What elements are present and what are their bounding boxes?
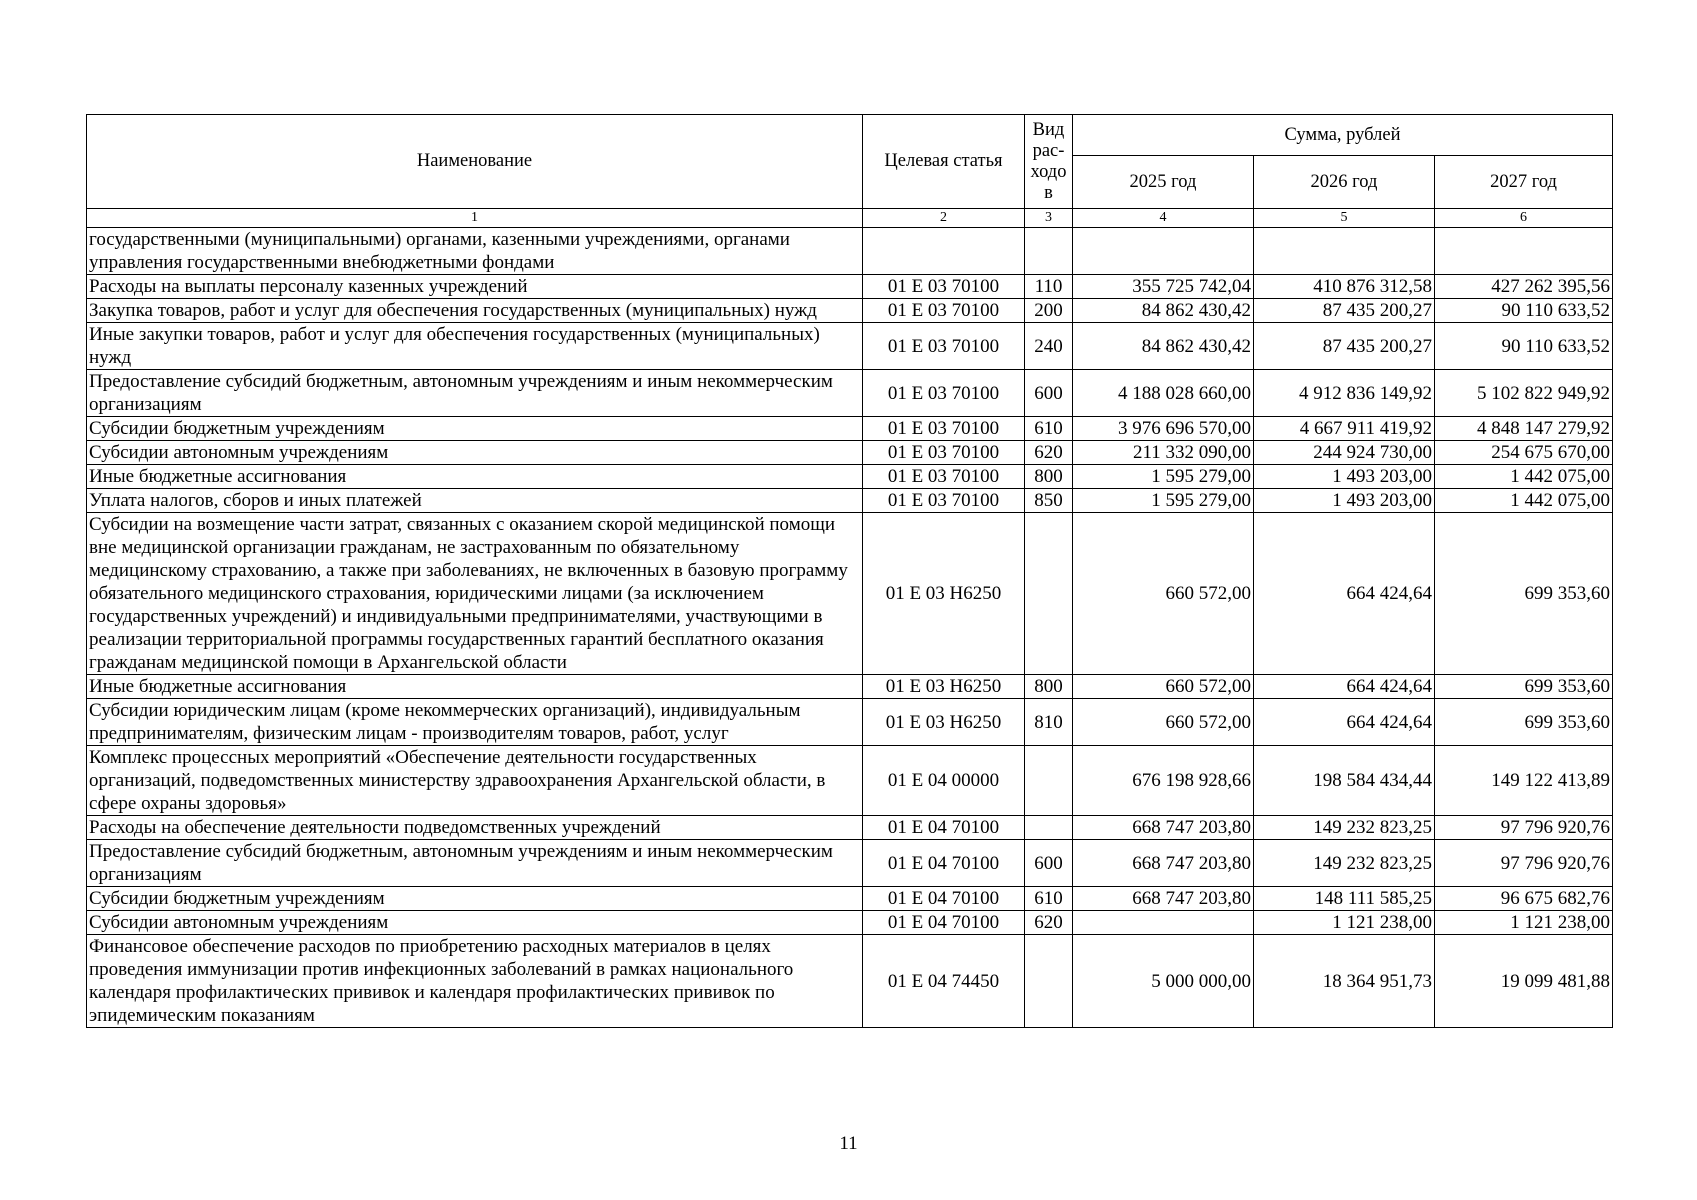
row-expense-kind: 600 [1025,370,1073,417]
row-amount-2025: 5 000 000,00 [1073,935,1254,1028]
row-amount-2027: 96 675 682,76 [1435,887,1613,911]
header-sum: Сумма, рублей [1073,115,1613,156]
row-amount-2025: 84 862 430,42 [1073,323,1254,370]
row-target-article: 01 Е 03 70100 [863,299,1025,323]
row-amount-2026: 148 111 585,25 [1254,887,1435,911]
row-expense-kind [1025,935,1073,1028]
budget-table [86,114,1613,1028]
row-amount-2027: 254 675 670,00 [1435,441,1613,465]
row-amount-2025: 660 572,00 [1073,675,1254,699]
row-amount-2027: 90 110 633,52 [1435,299,1613,323]
row-name: Субсидии бюджетным учреждениям [87,887,863,911]
row-amount-2025: 668 747 203,80 [1073,887,1254,911]
row-amount-2025: 84 862 430,42 [1073,299,1254,323]
row-name: Финансовое обеспечение расходов по приобретению расходных материалов в целях проведения иммунизации против инфекционных заболеваний в рамках национального календаря профилактических прививок и календаря профилактических прививок по эпидемическим показаниям [87,935,863,1028]
row-amount-2025: 1 595 279,00 [1073,465,1254,489]
row-amount-2025: 676 198 928,66 [1073,746,1254,816]
row-amount-2026: 87 435 200,27 [1254,323,1435,370]
row-amount-2027: 5 102 822 949,92 [1435,370,1613,417]
header-kind: Вид рас-ходов [1025,115,1073,209]
row-target-article: 01 Е 03 70100 [863,465,1025,489]
row-name: Иные бюджетные ассигнования [87,675,863,699]
row-amount-2026: 198 584 434,44 [1254,746,1435,816]
row-name: Предоставление субсидий бюджетным, автономным учреждениям и иным некоммерческим организациям [87,840,863,887]
row-expense-kind: 620 [1025,911,1073,935]
row-amount-2026: 1 493 203,00 [1254,465,1435,489]
row-amount-2025: 660 572,00 [1073,699,1254,746]
table-header [87,115,1613,228]
row-target-article: 01 Е 04 70100 [863,840,1025,887]
row-amount-2027: 90 110 633,52 [1435,323,1613,370]
table-row [87,275,1613,299]
row-target-article: 01 Е 03 Н6250 [863,675,1025,699]
row-name: Расходы на выплаты персоналу казенных учреждений [87,275,863,299]
row-amount-2026: 664 424,64 [1254,699,1435,746]
row-amount-2026: 664 424,64 [1254,513,1435,675]
row-target-article: 01 Е 03 Н6250 [863,513,1025,675]
row-expense-kind: 200 [1025,299,1073,323]
table-row [87,513,1613,675]
row-amount-2026: 149 232 823,25 [1254,816,1435,840]
row-amount-2025: 355 725 742,04 [1073,275,1254,299]
row-target-article: 01 Е 03 70100 [863,441,1025,465]
row-name: Закупка товаров, работ и услуг для обеспечения государственных (муниципальных) нужд [87,299,863,323]
row-amount-2025: 1 595 279,00 [1073,489,1254,513]
row-amount-2027: 1 442 075,00 [1435,465,1613,489]
table-row [87,441,1613,465]
row-target-article: 01 Е 03 70100 [863,323,1025,370]
row-amount-2027 [1435,228,1613,275]
table-row [87,816,1613,840]
row-amount-2027: 699 353,60 [1435,699,1613,746]
table-row [87,370,1613,417]
column-number: 6 [1435,209,1613,228]
row-target-article: 01 Е 03 70100 [863,370,1025,417]
row-amount-2026 [1254,228,1435,275]
header-name: Наименование [87,115,863,209]
row-amount-2025: 211 332 090,00 [1073,441,1254,465]
row-name: Иные закупки товаров, работ и услуг для обеспечения государственных (муниципальных) нужд [87,323,863,370]
row-amount-2027: 1 442 075,00 [1435,489,1613,513]
table-row [87,299,1613,323]
row-name: Субсидии автономным учреждениям [87,911,863,935]
table-row [87,323,1613,370]
row-amount-2026: 1 493 203,00 [1254,489,1435,513]
row-amount-2026: 4 912 836 149,92 [1254,370,1435,417]
table-row [87,887,1613,911]
row-amount-2027: 699 353,60 [1435,513,1613,675]
table-row [87,675,1613,699]
row-name: Расходы на обеспечение деятельности подведомственных учреждений [87,816,863,840]
row-name: Иные бюджетные ассигнования [87,465,863,489]
row-amount-2025 [1073,228,1254,275]
header-target: Целевая статья [863,115,1025,209]
row-amount-2027: 699 353,60 [1435,675,1613,699]
row-expense-kind: 610 [1025,887,1073,911]
table-row [87,699,1613,746]
header-year-2026: 2026 год [1254,156,1435,209]
column-number: 1 [87,209,863,228]
row-amount-2025 [1073,911,1254,935]
table-row [87,417,1613,441]
row-expense-kind: 110 [1025,275,1073,299]
table-row [87,746,1613,816]
column-number: 2 [863,209,1025,228]
row-target-article: 01 Е 03 70100 [863,489,1025,513]
row-target-article: 01 Е 04 00000 [863,746,1025,816]
row-target-article: 01 Е 04 70100 [863,911,1025,935]
table-row [87,840,1613,887]
row-amount-2025: 668 747 203,80 [1073,816,1254,840]
row-expense-kind: 610 [1025,417,1073,441]
table-row [87,465,1613,489]
row-expense-kind: 240 [1025,323,1073,370]
column-number: 3 [1025,209,1073,228]
row-target-article: 01 Е 03 Н6250 [863,699,1025,746]
row-amount-2026: 87 435 200,27 [1254,299,1435,323]
table-row [87,911,1613,935]
row-expense-kind [1025,228,1073,275]
row-target-article: 01 Е 04 70100 [863,816,1025,840]
row-name: Комплекс процессных мероприятий «Обеспечение деятельности государственных организаций, подведомственных министерству здравоохранения Архангельской области, в сфере охраны здоровья» [87,746,863,816]
row-amount-2027: 4 848 147 279,92 [1435,417,1613,441]
row-amount-2025: 4 188 028 660,00 [1073,370,1254,417]
row-expense-kind: 600 [1025,840,1073,887]
row-expense-kind: 800 [1025,465,1073,489]
page-number: 11 [839,1133,858,1154]
row-expense-kind [1025,746,1073,816]
row-amount-2026: 664 424,64 [1254,675,1435,699]
row-amount-2027: 19 099 481,88 [1435,935,1613,1028]
row-amount-2027: 427 262 395,56 [1435,275,1613,299]
row-amount-2027: 149 122 413,89 [1435,746,1613,816]
row-amount-2026: 1 121 238,00 [1254,911,1435,935]
row-target-article: 01 Е 04 70100 [863,887,1025,911]
row-name: Субсидии юридическим лицам (кроме некоммерческих организаций), индивидуальным предпринимателям, физическим лицам - производителям товаров, работ, услуг [87,699,863,746]
row-expense-kind: 850 [1025,489,1073,513]
row-amount-2025: 660 572,00 [1073,513,1254,675]
row-target-article: 01 Е 03 70100 [863,275,1025,299]
table-body [87,228,1613,1028]
table-row [87,489,1613,513]
row-expense-kind [1025,513,1073,675]
row-amount-2026: 149 232 823,25 [1254,840,1435,887]
row-amount-2026: 18 364 951,73 [1254,935,1435,1028]
row-amount-2025: 3 976 696 570,00 [1073,417,1254,441]
row-amount-2027: 97 796 920,76 [1435,840,1613,887]
table-row [87,935,1613,1028]
row-amount-2026: 244 924 730,00 [1254,441,1435,465]
row-name: Субсидии автономным учреждениям [87,441,863,465]
row-amount-2026: 410 876 312,58 [1254,275,1435,299]
row-name: Субсидии бюджетным учреждениям [87,417,863,441]
row-amount-2027: 1 121 238,00 [1435,911,1613,935]
row-name: государственными (муниципальными) органами, казенными учреждениями, органами управления государственными внебюджетными фондами [87,228,863,275]
column-number: 4 [1073,209,1254,228]
row-amount-2026: 4 667 911 419,92 [1254,417,1435,441]
header-year-2025: 2025 год [1073,156,1254,209]
table-row [87,228,1613,275]
header-year-2027: 2027 год [1435,156,1613,209]
row-target-article: 01 Е 04 74450 [863,935,1025,1028]
row-expense-kind: 620 [1025,441,1073,465]
row-name: Субсидии на возмещение части затрат, связанных с оказанием скорой медицинской помощи вне медицинской организации гражданам, не застрахованным по обязательному медицинскому страхованию, а также при заболеваниях, не включенных в базовую программу обязательного медицинского страхования, юридическими лицами (за исключением государственных учреждений) и индивидуальными предпринимателями, участвующими в реализации территориальной программы государственных гарантий бесплатного оказания гражданам медицинской помощи в Архангельской области [87,513,863,675]
row-target-article: 01 Е 03 70100 [863,417,1025,441]
row-expense-kind [1025,816,1073,840]
row-amount-2027: 97 796 920,76 [1435,816,1613,840]
row-expense-kind: 800 [1025,675,1073,699]
row-amount-2025: 668 747 203,80 [1073,840,1254,887]
column-number: 5 [1254,209,1435,228]
row-name: Уплата налогов, сборов и иных платежей [87,489,863,513]
row-target-article [863,228,1025,275]
row-expense-kind: 810 [1025,699,1073,746]
row-name: Предоставление субсидий бюджетным, автономным учреждениям и иным некоммерческим организациям [87,370,863,417]
